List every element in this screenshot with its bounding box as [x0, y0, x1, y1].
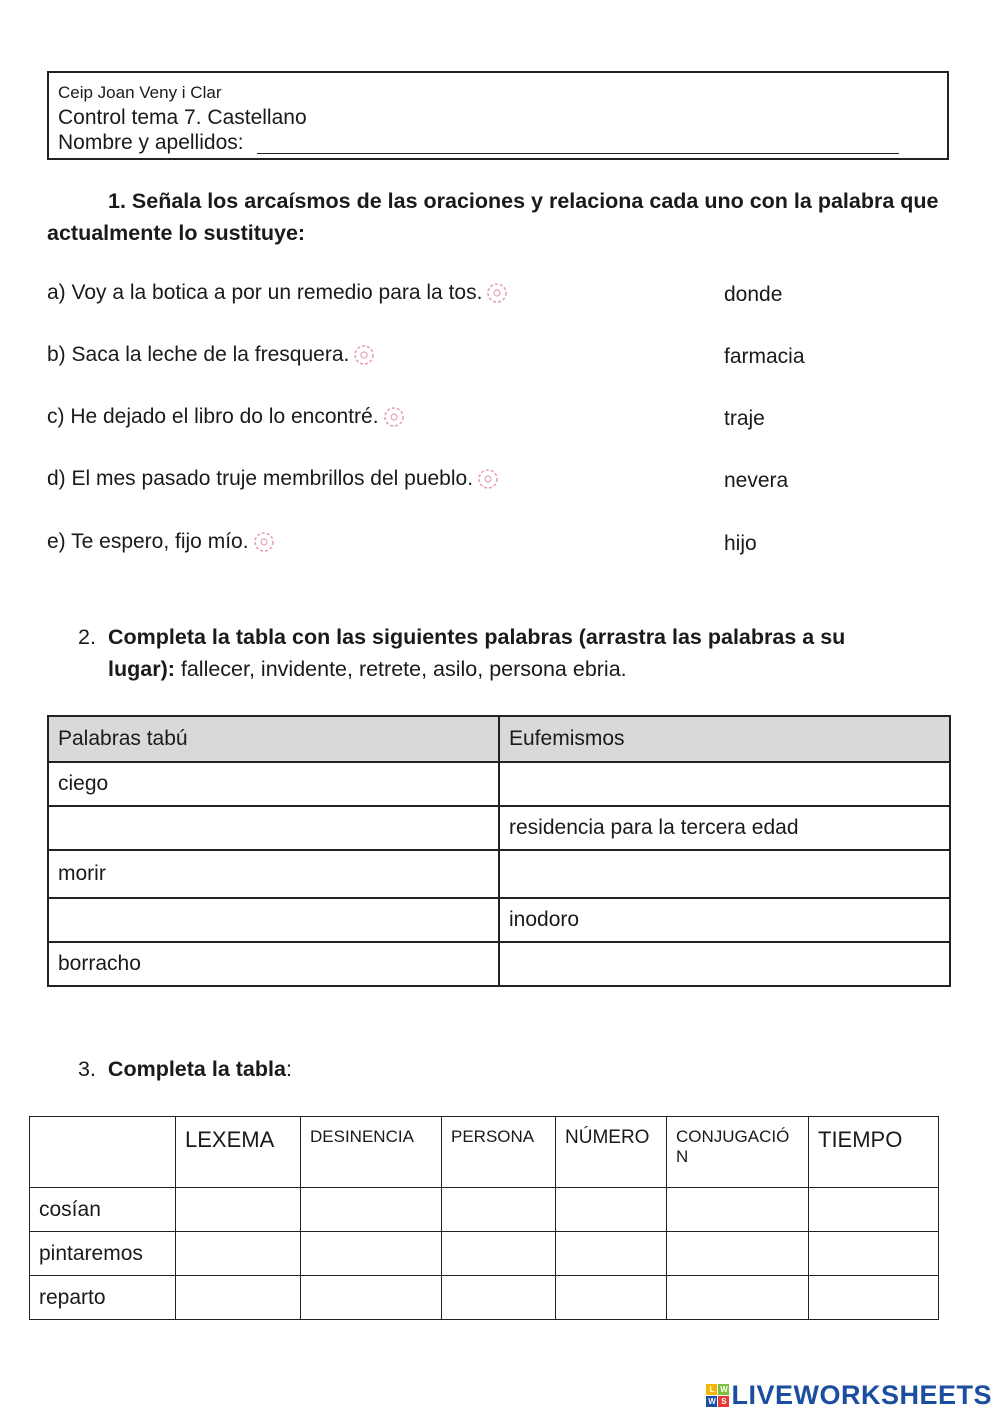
header-persona: PERSONA	[442, 1117, 556, 1188]
drop-cell[interactable]	[499, 942, 950, 986]
input-cell[interactable]	[442, 1188, 556, 1232]
header-conjugacion: CONJUGACIÓ N	[667, 1117, 809, 1188]
table-row	[48, 806, 950, 850]
header-taboo: Palabras tabú	[48, 716, 499, 762]
header-lexema: LEXEMA	[176, 1117, 301, 1188]
verb-cell: pintaremos	[30, 1232, 176, 1276]
q2-word-bank: fallecer, invidente, retrete, asilo, persona ebria.	[174, 657, 627, 681]
drop-cell[interactable]	[499, 850, 950, 898]
drop-cell[interactable]	[48, 806, 499, 850]
input-cell[interactable]	[176, 1232, 301, 1276]
header-box	[47, 71, 949, 160]
table-row	[48, 762, 950, 806]
sentence-text: c) He dejado el libro do lo encontré.	[47, 405, 379, 428]
liveworksheets-logo	[706, 1380, 992, 1411]
q1-answer-2[interactable]: farmacia	[724, 345, 805, 368]
q1-sentence-a	[47, 281, 509, 305]
table-cell: ciego	[48, 762, 499, 806]
q3-title-text: Completa la tabla	[107, 1057, 286, 1081]
q1-sentence-c	[47, 405, 406, 429]
dropzone-flower-icon[interactable]	[485, 281, 509, 305]
header-euphemism: Eufemismos	[499, 716, 950, 762]
input-cell[interactable]	[556, 1188, 667, 1232]
table-cell: borracho	[48, 942, 499, 986]
table-cell: residencia para la tercera edad	[499, 806, 950, 850]
input-cell[interactable]	[667, 1232, 809, 1276]
name-label: Nombre y apellidos:	[58, 131, 244, 154]
header-empty	[30, 1117, 176, 1188]
verb-analysis-table	[29, 1116, 939, 1320]
taboo-euphemism-table	[47, 715, 951, 987]
table-row	[48, 898, 950, 942]
school-name: Ceip Joan Veny i Clar	[58, 83, 222, 102]
logo-mark-icon: L W W S	[708, 1385, 728, 1406]
table-row	[30, 1276, 939, 1320]
input-cell[interactable]	[556, 1232, 667, 1276]
q1-answer-5[interactable]: hijo	[724, 532, 757, 555]
input-cell[interactable]	[176, 1276, 301, 1320]
input-cell[interactable]	[667, 1276, 809, 1320]
sentence-text: d) El mes pasado truje membrillos del pueblo.	[47, 467, 474, 490]
q2-title	[108, 621, 948, 685]
verb-cell: cosían	[30, 1188, 176, 1232]
table-row	[30, 1232, 939, 1276]
verb-cell: reparto	[30, 1276, 176, 1320]
table-cell: inodoro	[499, 898, 950, 942]
sentence-text: b) Saca la leche de la fresquera.	[47, 343, 350, 366]
input-cell[interactable]	[442, 1276, 556, 1320]
header-numero: NÚMERO	[556, 1117, 667, 1188]
input-cell[interactable]	[809, 1232, 939, 1276]
q1-title: 1. Señala los arcaísmos de las oraciones y relaciona cada uno con la palabra que actualmente lo sustituye:	[47, 189, 939, 245]
q2-title-line1: Completa la tabla con las siguientes palabras (arrastra las palabras a su	[108, 625, 846, 649]
q1-sentence-b	[47, 343, 376, 367]
header-tiempo: TIEMPO	[809, 1117, 939, 1188]
table-header-row	[48, 716, 950, 762]
q2-number: 2.	[78, 625, 96, 649]
q3-colon: :	[285, 1057, 292, 1081]
logo-text: LIVEWORKSHEETS	[731, 1380, 992, 1410]
sentence-text: e) Te espero, fijo mío.	[47, 530, 249, 553]
input-cell[interactable]	[556, 1276, 667, 1320]
q1-answer-1[interactable]: donde	[724, 283, 783, 306]
input-cell[interactable]	[809, 1188, 939, 1232]
q1-sentence-e	[47, 530, 276, 554]
dropzone-flower-icon[interactable]	[382, 405, 406, 429]
table-cell: morir	[48, 850, 499, 898]
drop-cell[interactable]	[48, 898, 499, 942]
input-cell[interactable]	[301, 1276, 442, 1320]
q1-answer-3[interactable]: traje	[724, 407, 765, 430]
input-cell[interactable]	[301, 1232, 442, 1276]
q3-title	[78, 1053, 292, 1085]
table-header-row	[30, 1117, 939, 1188]
exam-title: Control tema 7. Castellano	[58, 106, 307, 129]
dropzone-flower-icon[interactable]	[252, 530, 276, 554]
q1-answer-4[interactable]: nevera	[724, 469, 789, 492]
q3-number: 3.	[78, 1057, 96, 1081]
table-row	[48, 850, 950, 898]
header-desinencia: DESINENCIA	[301, 1117, 442, 1188]
q2-title-line2: lugar):	[108, 657, 175, 681]
drop-cell[interactable]	[499, 762, 950, 806]
input-cell[interactable]	[809, 1276, 939, 1320]
q1-sentence-d	[47, 467, 500, 491]
name-input-line[interactable]	[257, 153, 899, 154]
input-cell[interactable]	[176, 1188, 301, 1232]
table-row	[30, 1188, 939, 1232]
input-cell[interactable]	[301, 1188, 442, 1232]
dropzone-flower-icon[interactable]	[476, 467, 500, 491]
sentence-text: a) Voy a la botica a por un remedio para la tos.	[47, 281, 483, 304]
table-row	[48, 942, 950, 986]
input-cell[interactable]	[667, 1188, 809, 1232]
input-cell[interactable]	[442, 1232, 556, 1276]
dropzone-flower-icon[interactable]	[352, 343, 376, 367]
